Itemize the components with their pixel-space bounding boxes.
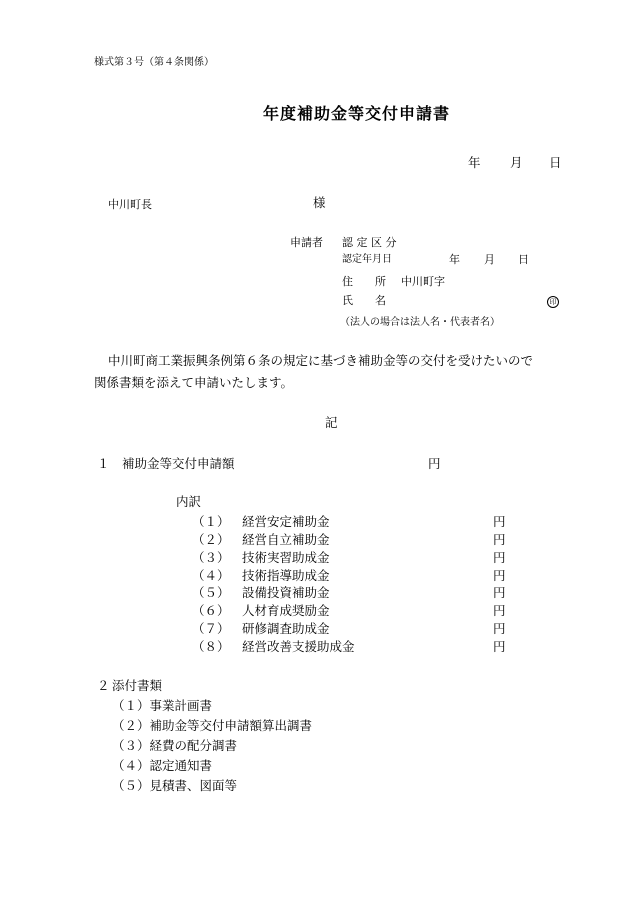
attachment-item: （１）事業計画書: [112, 698, 213, 713]
cert-month: 月: [484, 253, 495, 266]
cert-date-label: 認定年月日: [342, 254, 392, 265]
breakdown-item-unit: 円: [493, 514, 506, 529]
breakdown-item-unit: 円: [493, 585, 506, 600]
breakdown-item-no: （１）: [192, 514, 230, 529]
breakdown-item-unit: 円: [493, 550, 506, 565]
form-label: 様式第３号（第４条関係）: [94, 57, 214, 68]
breakdown-item-no: （７）: [192, 621, 230, 636]
section1-number: １: [97, 456, 110, 471]
breakdown-item-no: （３）: [192, 550, 230, 565]
breakdown-item-name: 研修調査助成金: [242, 621, 330, 636]
breakdown-item-unit: 円: [493, 568, 506, 583]
cert-day: 日: [518, 253, 529, 266]
breakdown-item-name: 経営安定補助金: [242, 514, 330, 529]
breakdown-item-name: 人材育成奨励金: [242, 603, 330, 618]
breakdown-item-no: （４）: [192, 568, 230, 583]
breakdown-item-name: 技術実習助成金: [242, 550, 330, 565]
breakdown-item-unit: 円: [493, 603, 506, 618]
category-label: 認 定 区 分: [342, 236, 397, 249]
addressee-honorific: 様: [313, 195, 326, 210]
date-day: 日: [549, 155, 562, 170]
name-label-1: 氏: [342, 294, 353, 307]
section1-unit: 円: [428, 456, 441, 471]
section2-label: 添付書類: [112, 678, 163, 693]
corp-note: （法人の場合は法人名・代表者名）: [340, 317, 500, 328]
name-label-2: 名: [375, 294, 386, 307]
attachment-item: （３）経費の配分調書: [112, 738, 238, 753]
body-text-line-2: 関係書類を添えて申請いたします。: [94, 375, 294, 390]
breakdown-item-unit: 円: [493, 639, 506, 654]
breakdown-item-unit: 円: [493, 532, 506, 547]
cert-year: 年: [449, 253, 460, 266]
body-text-line-1: 中川町商工業振興条例第６条の規定に基づき補助金等の交付を受けたいので: [108, 353, 534, 368]
address-label-2: 所: [375, 275, 386, 288]
addressee-name: 中川町長: [108, 198, 152, 211]
breakdown-item-name: 設備投資補助金: [242, 585, 330, 600]
attachment-item: （２）補助金等交付申請額算出調書: [112, 718, 313, 733]
breakdown-label: 内訳: [176, 494, 202, 509]
address-value: 中川町字: [401, 275, 445, 288]
breakdown-item-name: 経営自立補助金: [242, 532, 330, 547]
breakdown-item-name: 経営改善支援助成金: [242, 639, 355, 654]
section2-number: ２: [97, 678, 110, 693]
breakdown-item-no: （５）: [192, 585, 230, 600]
breakdown-item-no: （２）: [192, 532, 230, 547]
breakdown-item-no: （６）: [192, 603, 230, 618]
date-month: 月: [510, 155, 523, 170]
section1-label: 補助金等交付申請額: [122, 456, 235, 471]
date-year: 年: [468, 155, 481, 170]
breakdown-item-name: 技術指導助成金: [242, 568, 330, 583]
applicant-label: 申請者: [290, 236, 323, 249]
page-title: 年度補助金等交付申請書: [263, 104, 451, 123]
address-label-1: 住: [342, 275, 353, 288]
attachment-item: （４）認定通知書: [112, 758, 213, 773]
breakdown-item-unit: 円: [493, 621, 506, 636]
attachment-item: （５）見積書、図面等: [112, 778, 238, 793]
ki-heading: 記: [325, 415, 338, 430]
breakdown-item-no: （８）: [192, 639, 230, 654]
seal-icon: 印: [547, 296, 559, 308]
